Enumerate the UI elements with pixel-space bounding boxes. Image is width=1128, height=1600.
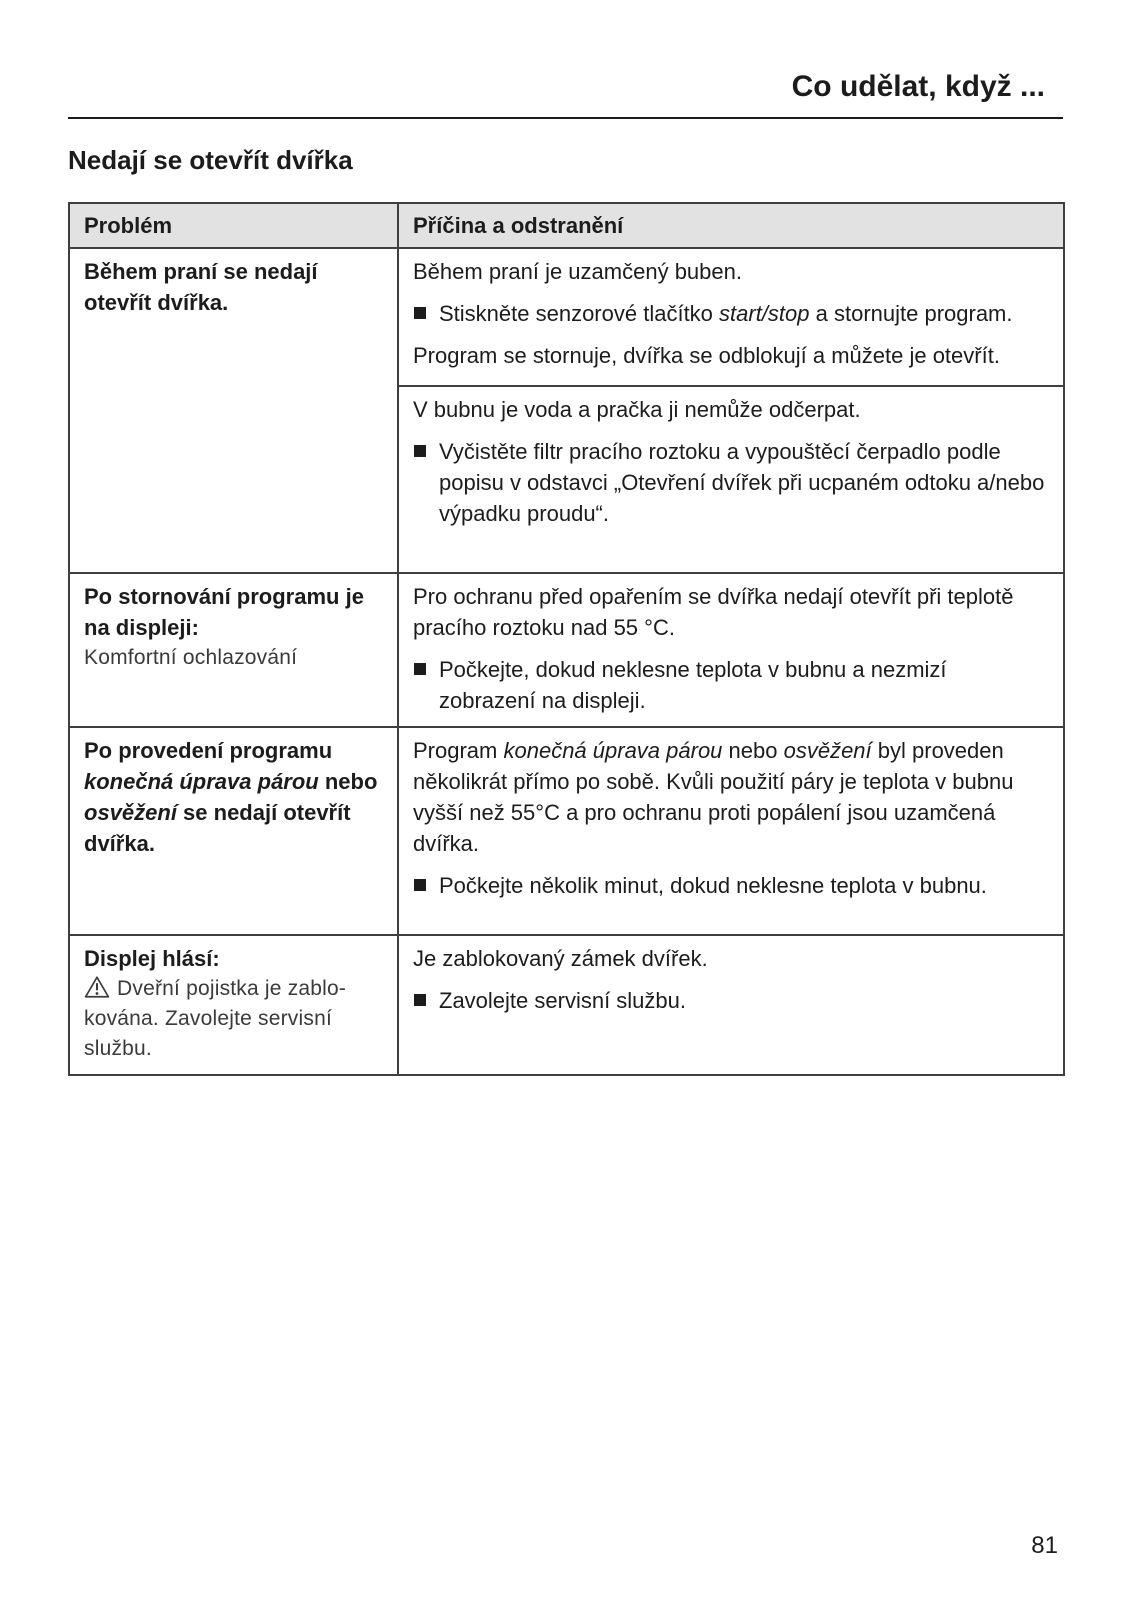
table-row (69, 935, 1064, 1075)
cause-paragraph: Během praní je uzamčený buben. (413, 259, 742, 284)
instruction-item (413, 436, 1049, 529)
header-divider (68, 117, 1063, 119)
table-row (69, 248, 1064, 573)
instruction-item (413, 654, 1049, 716)
table-row (69, 573, 1064, 727)
program-name: osvěžení (783, 738, 872, 763)
instruction-text: Počkejte několik minut, dokud neklesne teplota v bubnu. (439, 873, 987, 898)
troubleshooting-table (68, 202, 1065, 1076)
problem-text: Displej hlásí: (84, 946, 220, 971)
column-header-cause: Příčina a odstranění (398, 203, 1064, 248)
program-name: konečná úprava párou (84, 769, 319, 794)
program-name: osvěžení (84, 800, 177, 825)
problem-cell (69, 248, 398, 573)
cause-section (399, 249, 1063, 385)
cause-paragraph: Program se stornuje, dvířka se odblokují a můžete je otevřít. (413, 343, 1000, 368)
problem-cell (69, 935, 398, 1075)
bullet-icon (414, 994, 426, 1006)
instruction-text: Stiskněte senzorové tlačítko start/stop a stornujte program. (439, 301, 1013, 326)
bullet-icon (414, 307, 426, 319)
problem-cell (69, 727, 398, 935)
display-message (84, 974, 383, 1064)
problem-text: Po provedení programu konečná úprava párou nebo osvěžení se nedají otevřít dvířka. (84, 738, 378, 856)
instruction-text: Vyčistěte filtr pracího roztoku a vypouštěcí čerpadlo podle popisu v odstavci „Otevření dvířek při ucpaném odtoku a/nebo výpadku proudu“. (439, 439, 1045, 526)
cause-cell (398, 573, 1064, 727)
section-title: Nedají se otevřít dvířka (68, 145, 353, 175)
bullet-icon (414, 879, 426, 891)
instruction-item (413, 870, 1049, 901)
cause-paragraph: V bubnu je voda a pračka ji nemůže odčerpat. (413, 397, 861, 422)
instruction-item (413, 298, 1049, 329)
table-header-row (69, 203, 1064, 248)
problem-cell (69, 573, 398, 727)
cause-cell (398, 727, 1064, 935)
instruction-item (413, 985, 1049, 1016)
problem-text: Během praní se nedají otevřít dvířka. (84, 259, 318, 315)
display-message-text: Dveřní pojistka je zablokována. Zavolejte servisní službu. (84, 977, 346, 1060)
cause-cell (398, 248, 1064, 573)
cause-section (399, 385, 1063, 543)
program-name: konečná úprava párou (503, 738, 723, 763)
page-number: 81 (1031, 1532, 1058, 1559)
cause-cell (398, 935, 1064, 1075)
instruction-text: Počkejte, dokud neklesne teplota v bubnu a nezmizí zobrazení na displeji. (439, 657, 947, 713)
program-name: start/stop (719, 301, 810, 326)
column-header-problem: Problém (69, 203, 398, 248)
warning-icon (84, 975, 110, 999)
cause-paragraph: Program konečná úprava párou nebo osvěžení byl proveden několikrát přímo po sobě. Kvůli použití páry je teplota v bubnu vyšší než 55°C a pro ochranu proti popálení jsou uzamčená dvířka. (413, 738, 1014, 856)
bullet-icon (414, 663, 426, 675)
table-row (69, 727, 1064, 935)
problem-text: Po stornování programu je na displeji: (84, 584, 364, 640)
instruction-text: Zavolejte servisní službu. (439, 988, 686, 1013)
bullet-icon (414, 445, 426, 457)
cause-paragraph: Pro ochranu před opařením se dvířka nedají otevřít při teplotě pracího roztoku nad 55 °C. (413, 584, 1014, 640)
display-message: Komfortní ochlazování (84, 646, 298, 669)
page-title: Co udělat, když ... (791, 70, 1045, 103)
cause-paragraph: Je zablokovaný zámek dvířek. (413, 946, 708, 971)
